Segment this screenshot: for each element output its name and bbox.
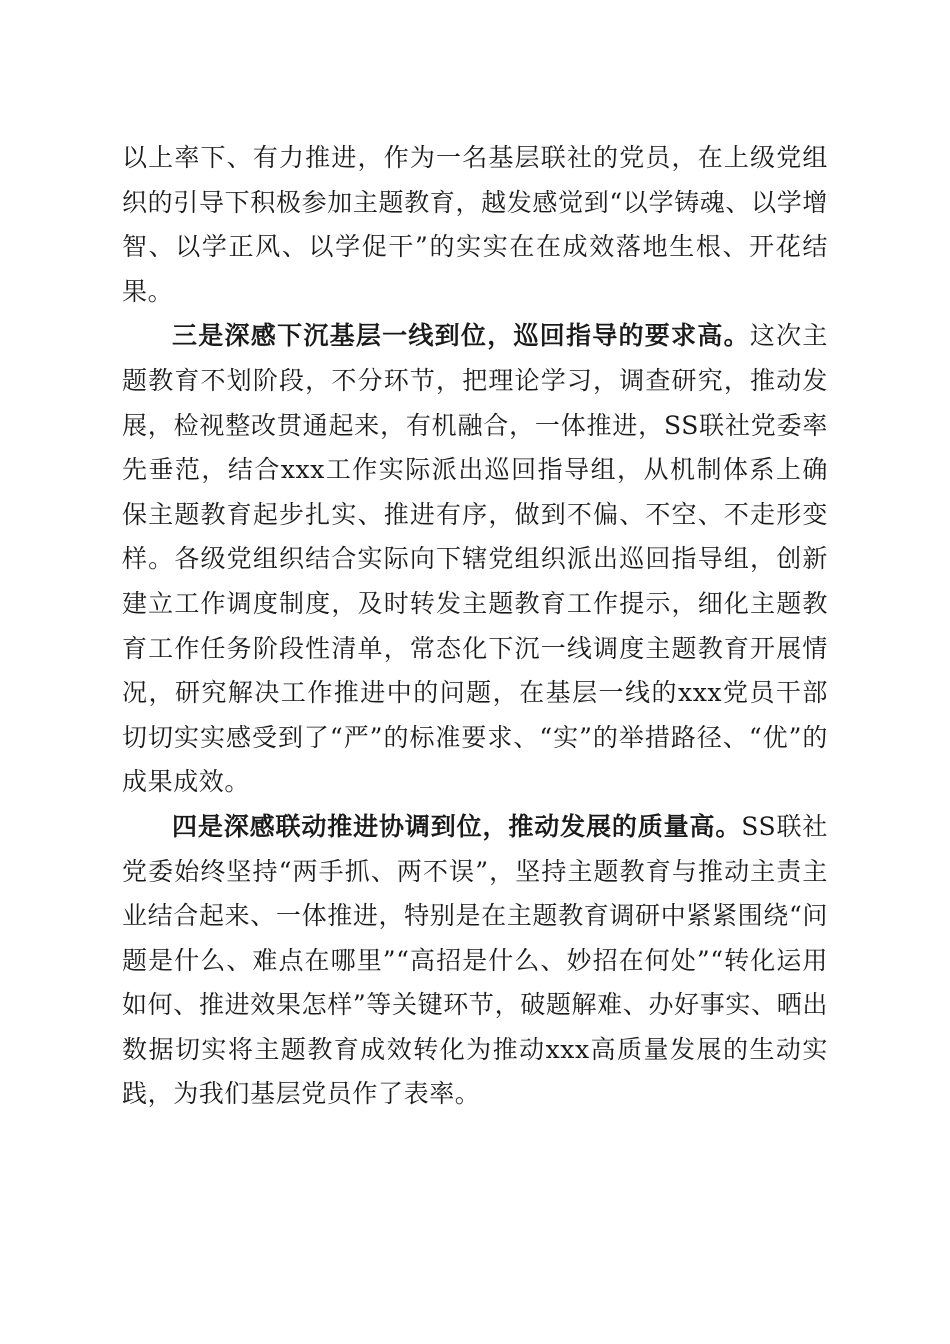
paragraph-2-heading: 三是深感下沉基层一线到位，巡回指导的要求高。 bbox=[172, 321, 750, 351]
paragraph-2-text: 这次主题教育不划阶段，不分环节，把理论学习，调查研究，推动发展，检视整改贯通起来，有机融合，一体推进，SS联社党委率先垂范，结合xxx工作实际派出巡回指导组，从机制体系上确保主题教育起步扎实、推进有序，做到不偏、不空、不走形变样。各级党组织结合实际向下辖党组织派出巡回指导组，创新建立工作调度制度，及时转发主题教育工作提示，细化主题教育工作任务阶段性清单，常态化下沉一线调度主题教育开展情况，研究解决工作推进中的问题，在基层一线的xxx党员干部切切实实感受到了“严”的标准要求、“实”的举措路径、“优”的成果成效。 bbox=[122, 321, 828, 797]
document-body bbox=[122, 136, 828, 1117]
paragraph-3-heading: 四是深感联动推进协调到位，推动发展的质量高。 bbox=[172, 811, 742, 841]
paragraph-1 bbox=[122, 136, 828, 314]
paragraph-1-text: 以上率下、有力推进，作为一名基层联社的党员，在上级党组织的引导下积极参加主题教育，越发感觉到“以学铸魂、以学增智、以学正风、以学促干”的实实在在成效落地生根、开花结果。 bbox=[122, 143, 828, 306]
paragraph-2 bbox=[122, 314, 828, 805]
paragraph-3-text: SS联社党委始终坚持“两手抓、两不误”，坚持主题教育与推动主责主业结合起来、一体推进，特别是在主题教育调研中紧紧围绕“问题是什么、难点在哪里”“高招是什么、妙招在何处”“转化运用如何、推进效果怎样”等关键环节，破题解难、办好事实、晒出数据切实将主题教育成效转化为推动xxx高质量发展的生动实践，为我们基层党员作了表率。 bbox=[122, 811, 828, 1109]
paragraph-3 bbox=[122, 805, 828, 1117]
